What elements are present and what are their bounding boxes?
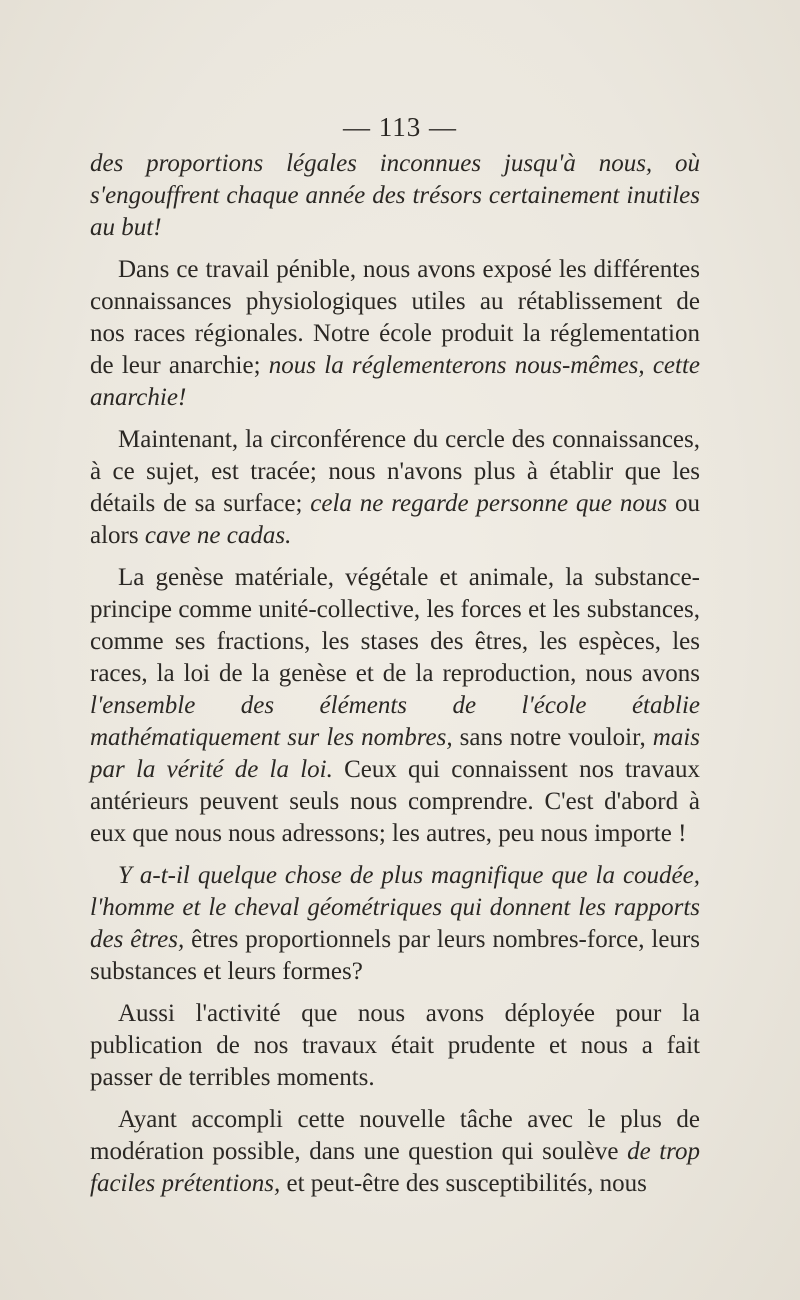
page-text [90, 148, 700, 1210]
paragraph-7 [90, 1104, 700, 1200]
paragraph-6 [90, 998, 700, 1094]
text-segment: cave ne cadas. [144, 522, 292, 549]
text-segment: Maintenant, la circonférence du cercle des connaissances, à ce sujet, est tracée; nous n'avons plus à établir que les détails de sa surface; [90, 426, 700, 517]
text-segment: mais par la vérité de la loi. [90, 724, 700, 783]
text-segment: Dans ce travail pénible, nous avons exposé les différentes connaissances physiologiques utiles au rétablissement de nos races régionales. Notre école produit la réglementation de leur anarchie; [90, 256, 700, 379]
text-segment: cela ne regarde personne que nous [310, 490, 668, 517]
paragraph-3 [90, 424, 700, 552]
text-segment: de trop faciles prétentions, [90, 1138, 700, 1197]
text-segment: Ayant accompli cette nouvelle tâche avec le plus de modération possible, dans une question qui soulève [90, 1106, 700, 1165]
text-segment: et peut-être des susceptibilités, nous [280, 1170, 647, 1197]
text-segment: La genèse matériale, végétale et animale, la substance-principe comme unité-collective, les forces et les substances, comme ses fractions, les stases des êtres, les espèces, les races, la loi de la genèse et de la reproduction, nous avons [90, 564, 700, 687]
text-segment: sans notre vouloir, [452, 724, 653, 751]
text-segment: Ceux qui connaissent nos travaux antérieurs peuvent seuls nous comprendre. C'est d'abord à eux que nous nous adressons; les autres, peu nous importe ! [90, 756, 700, 847]
text-segment: nous la réglementerons nous-mêmes, cette anarchie! [90, 352, 700, 411]
page-number: — 113 — [343, 112, 457, 142]
paragraph-5 [90, 860, 700, 988]
paragraph-1 [90, 148, 700, 244]
text-segment: êtres proportionnels par leurs nombres-force, leurs substances et leurs formes? [90, 926, 701, 985]
paragraph-4 [90, 562, 700, 850]
text-segment: Y a-t-il quelque chose de plus magnifique que la coudée, l'homme et le cheval géométriques qui donnent les rapports des êtres, [90, 862, 700, 953]
paragraph-2 [90, 254, 700, 414]
text-segment: Aussi l'activité que nous avons déployée pour la publication de nos travaux était prudente et nous a fait passer de terribles moments. [90, 1000, 700, 1091]
text-segment: ou alors [90, 490, 701, 549]
text-segment: des proportions légales inconnues jusqu'à nous, où s'engouffrent chaque année des trésors certainement inutiles au but! [90, 150, 700, 241]
text-segment: l'ensemble des éléments de l'école établie mathématiquement sur les nombres, [90, 692, 700, 751]
